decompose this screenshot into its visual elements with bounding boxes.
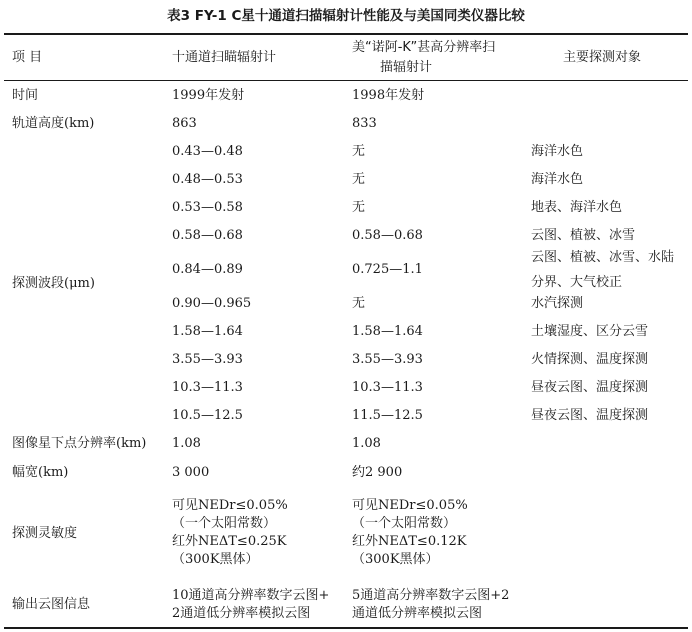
row-label-resolution: 图像星下点分辨率(km) bbox=[12, 436, 147, 451]
row-label-bands: 探测波段(μm) bbox=[12, 276, 95, 291]
sensitivity-fy1c-line: （一个太阳常数） bbox=[172, 516, 277, 531]
band-fy1c: 0.58—0.68 bbox=[172, 228, 243, 243]
output-us-line: 5通道高分辨率数字云图+2 bbox=[352, 588, 510, 603]
output-us-line: 通道低分辨率模拟云图 bbox=[352, 606, 483, 621]
band-us: 3.55—3.93 bbox=[352, 352, 423, 367]
cell-resolution-fy1c: 1.08 bbox=[172, 436, 201, 451]
header-fy1c: 十通道扫瞄辐射计 bbox=[172, 50, 277, 65]
band-target: 云图、植被、冰雪 bbox=[531, 228, 636, 243]
row-label-sensitivity: 探测灵敏度 bbox=[12, 526, 78, 541]
band-target-continued: 分界、大气校正 bbox=[531, 275, 623, 290]
band-us: 10.3—11.3 bbox=[352, 380, 423, 395]
band-fy1c: 3.55—3.93 bbox=[172, 352, 243, 367]
band-fy1c: 0.43—0.48 bbox=[172, 144, 243, 159]
band-fy1c: 1.58—1.64 bbox=[172, 324, 243, 339]
band-us: 0.58—0.68 bbox=[352, 228, 423, 243]
row-label-time: 时间 bbox=[12, 88, 39, 103]
cell-time-us: 1998年发射 bbox=[352, 88, 425, 103]
band-us: 0.725—1.1 bbox=[352, 262, 423, 277]
band-us: 无 bbox=[352, 296, 366, 311]
sensitivity-fy1c-line: （300K黑体） bbox=[172, 552, 259, 567]
sensitivity-us-line: 红外NEΔT≤0.12K bbox=[352, 534, 467, 549]
band-target: 海洋水色 bbox=[531, 144, 584, 159]
band-fy1c: 0.53—0.58 bbox=[172, 200, 243, 215]
band-fy1c: 0.90—0.965 bbox=[172, 296, 252, 311]
band-target: 水汽探测 bbox=[531, 296, 584, 311]
header-us-line1: 美“诺阿-K”甚高分辨率扫 bbox=[352, 40, 496, 55]
table-caption: 表3 FY-1 C星十通道扫描辐射计性能及与美国同类仪器比较 bbox=[167, 8, 525, 24]
cell-time-fy1c: 1999年发射 bbox=[172, 88, 245, 103]
sensitivity-fy1c-line: 红外NEΔT≤0.25K bbox=[172, 534, 287, 549]
sensitivity-us-line: （一个太阳常数） bbox=[352, 516, 457, 531]
band-target: 昼夜云图、温度探测 bbox=[531, 408, 649, 423]
cell-resolution-us: 1.08 bbox=[352, 436, 381, 451]
band-us: 无 bbox=[352, 172, 366, 187]
band-us: 无 bbox=[352, 144, 366, 159]
cell-swath-fy1c: 3 000 bbox=[172, 465, 210, 480]
band-target: 地表、海洋水色 bbox=[531, 200, 623, 215]
top-rule bbox=[4, 33, 688, 35]
header-us-line2: 描辐射计 bbox=[380, 60, 433, 75]
band-fy1c: 10.3—11.3 bbox=[172, 380, 243, 395]
header-rule bbox=[4, 80, 688, 81]
output-fy1c-line: 10通道高分辨率数字云图+ bbox=[172, 588, 330, 603]
cell-altitude-us: 833 bbox=[352, 116, 377, 131]
band-us: 无 bbox=[352, 200, 366, 215]
cell-altitude-fy1c: 863 bbox=[172, 116, 197, 131]
band-target: 火情探测、温度探测 bbox=[531, 352, 649, 367]
band-target: 云图、植被、冰雪、水陆 bbox=[531, 250, 675, 265]
sensitivity-us-line: 可见NEDr≤0.05% bbox=[352, 498, 468, 513]
band-target: 昼夜云图、温度探测 bbox=[531, 380, 649, 395]
row-label-altitude: 轨道高度(km) bbox=[12, 116, 95, 131]
cell-swath-us: 约2 900 bbox=[352, 465, 403, 480]
sensitivity-us-line: （300K黑体） bbox=[352, 552, 439, 567]
band-us: 1.58—1.64 bbox=[352, 324, 423, 339]
output-fy1c-line: 2通道低分辨率模拟云图 bbox=[172, 606, 311, 621]
band-us: 11.5—12.5 bbox=[352, 408, 423, 423]
band-fy1c: 0.48—0.53 bbox=[172, 172, 243, 187]
header-target: 主要探测对象 bbox=[563, 50, 642, 65]
band-fy1c: 0.84—0.89 bbox=[172, 262, 243, 277]
row-label-output: 输出云图信息 bbox=[12, 597, 91, 612]
row-label-swath: 幅宽(km) bbox=[12, 465, 69, 480]
header-item: 项 目 bbox=[12, 50, 43, 65]
band-fy1c: 10.5—12.5 bbox=[172, 408, 243, 423]
band-target: 土壤湿度、区分云雪 bbox=[531, 324, 649, 339]
band-target: 海洋水色 bbox=[531, 172, 584, 187]
sensitivity-fy1c-line: 可见NEDr≤0.05% bbox=[172, 498, 288, 513]
bottom-rule bbox=[4, 627, 688, 629]
